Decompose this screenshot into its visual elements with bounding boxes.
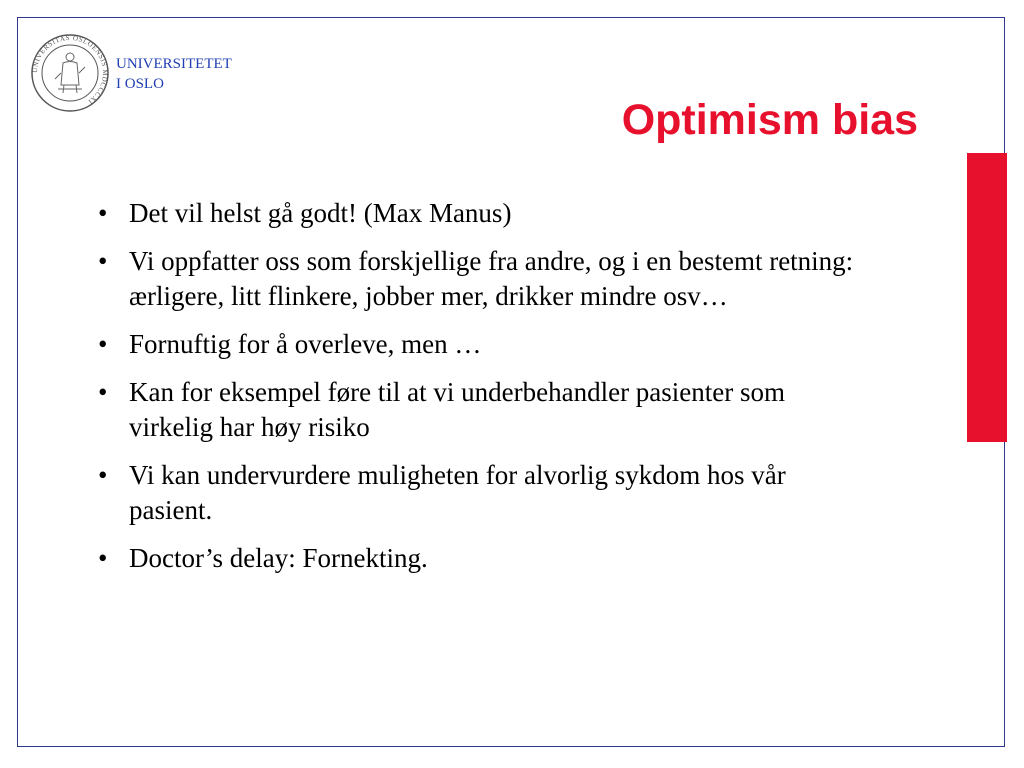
slide-title: Optimism bias [621, 96, 918, 144]
bullet-text: Kan for eksempel føre til at vi underbehandler pasienter som virkelig har høy risiko [129, 377, 786, 442]
bullet-dot: • [98, 377, 108, 407]
bullet-text: Vi oppfatter oss som forskjellige fra andre, og i en bestemt retning: ærligere, litt flinkere, jobber mer, drikker mindre osv… [129, 246, 854, 311]
bullet-item [98, 327, 858, 362]
bullet-dot: • [98, 198, 108, 228]
bullet-list [98, 196, 858, 589]
bullet-dot: • [98, 460, 108, 490]
bullet-dot: • [98, 246, 108, 276]
bullet-item [98, 458, 858, 528]
bullet-item [98, 244, 858, 314]
bullet-dot: • [98, 329, 108, 359]
red-accent-bar [967, 153, 1007, 442]
bullet-text: Doctor’s delay: Fornekting. [129, 543, 428, 573]
bullet-dot: • [98, 543, 108, 573]
bullet-item [98, 541, 858, 576]
bullet-item [98, 375, 858, 445]
university-name-line1: UNIVERSITETET [116, 56, 232, 72]
university-name [116, 54, 232, 94]
bullet-text: Fornuftig for å overleve, men … [129, 329, 482, 359]
seal-text: UNIVERSITAS OSLOENSIS MDCCCXI [30, 33, 110, 106]
bullet-text: Det vil helst gå godt! (Max Manus) [129, 198, 512, 228]
university-name-line2: I OSLO [116, 76, 164, 92]
bullet-item [98, 196, 858, 231]
bullet-text: Vi kan undervurdere muligheten for alvorlig sykdom hos vår pasient. [129, 460, 786, 525]
